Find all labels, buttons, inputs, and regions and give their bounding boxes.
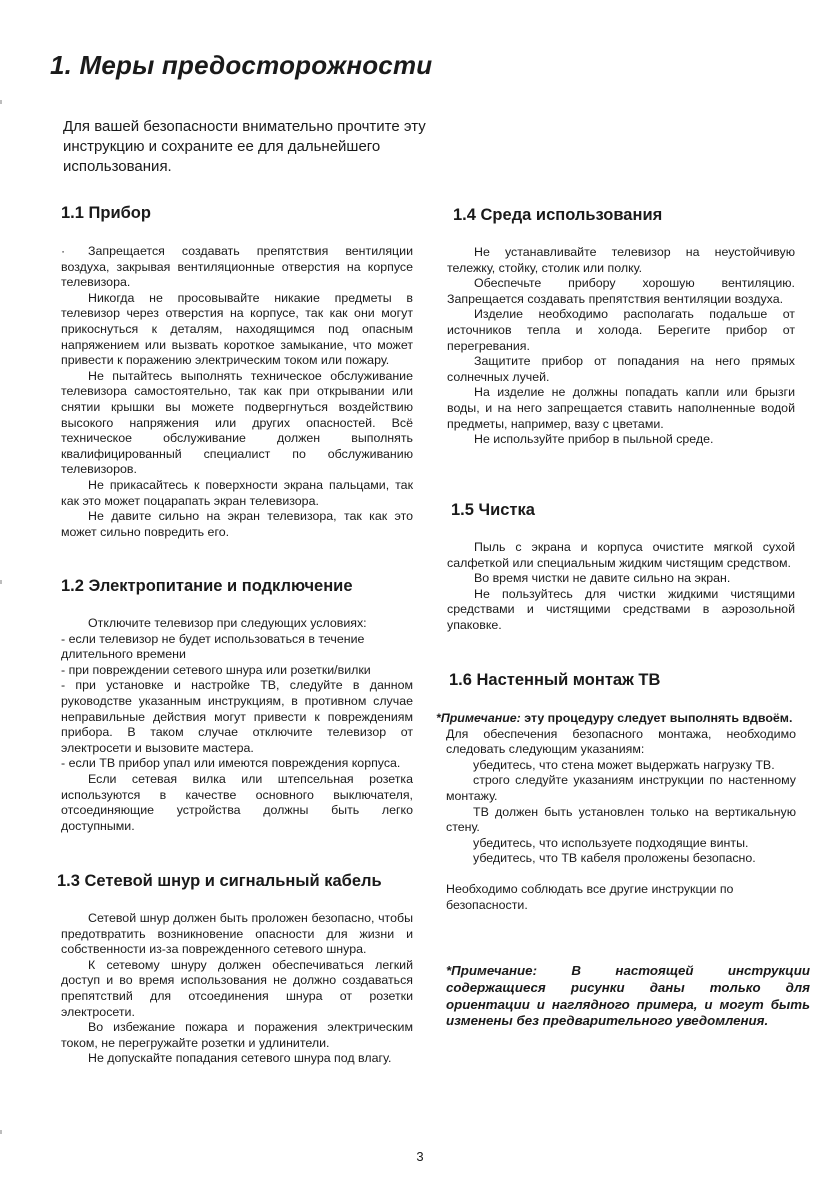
list-item: убедитесь, что используете подходящие винты. bbox=[473, 835, 749, 850]
disclaimer-note bbox=[446, 963, 810, 1030]
intro-paragraph: Для вашей безопасности внимательно прочтите эту инструкцию и сохраните ее для дальнейшего использования. bbox=[63, 118, 426, 175]
paragraph: Обеспечьте прибору хорошую вентиляцию. Запрещается создавать препятствия вентиляции воздуха. bbox=[447, 276, 795, 306]
paragraph: Не устанавливайте телевизор на неустойчивую тележку, стойку, столик или полку. bbox=[447, 245, 795, 275]
page-title: 1. Меры предосторожности bbox=[50, 50, 433, 80]
list-item: - если ТВ прибор упал или имеются повреждения корпуса. bbox=[61, 756, 401, 771]
page-number: 3 bbox=[416, 1149, 424, 1164]
section-heading-1-2: 1.2 Электропитание и подключение bbox=[61, 577, 353, 595]
section-heading-1-3: 1.3 Сетевой шнур и сигнальный кабель bbox=[57, 872, 382, 890]
paragraph: Не прикасайтесь к поверхности экрана пальцами, так как это может поцарапать экран телевизора. bbox=[61, 477, 413, 508]
note-text: эту процедуру следует выполнять вдвоём. bbox=[524, 711, 793, 725]
note-label: *Примечание: bbox=[436, 711, 521, 725]
paragraph: · Запрещается создавать препятствия вентиляции воздуха, закрывая вентиляционные отверстия на корпусе телевизора. bbox=[61, 244, 413, 291]
paragraph: Изделие необходимо располагать подальше от источников тепла и холода. Берегите прибор от перегревания. bbox=[447, 307, 795, 353]
paragraph: К сетевому шнуру должен обеспечиваться легкий доступ и во время использования не должно создаваться препятствий для отсоединения шнура от розетки электросети. bbox=[61, 957, 413, 1019]
list-item: - при установке и настройке ТВ, следуйте в данном руководстве указанным инструкциям, в противном случае неправильные действия могут привести к повреждениям прибора. В таком случае отключите телевизор от электросети и вызовите мастера. bbox=[61, 678, 413, 755]
edge-mark bbox=[0, 580, 2, 584]
wall-mount-note bbox=[436, 711, 796, 727]
note-label: *Примечание: bbox=[446, 963, 538, 978]
paragraph: Сетевой шнур должен быть проложен безопасно, чтобы предотвратить возникновение опасности для жизни и собственности из-за поврежденного сетевого шнура. bbox=[61, 911, 413, 957]
section-body-1-4 bbox=[447, 245, 795, 448]
paragraph: На изделие не должны попадать капли или брызги воды, и на него запрещается ставить наполненные водой предметы, например, вазу с цветами. bbox=[447, 385, 795, 431]
paragraph: Необходимо соблюдать все другие инструкции по безопасности. bbox=[446, 881, 734, 912]
paragraph: Пыль с экрана и корпуса очистите мягкой сухой салфеткой или специальным жидким чистящим средством. bbox=[447, 540, 795, 570]
paragraph: Не используйте прибор в пыльной среде. bbox=[474, 432, 714, 447]
paragraph: Не давите сильно на экран телевизора, так как это может сильно повредить его. bbox=[61, 509, 413, 539]
paragraph: Никогда не просовывайте никакие предметы в телевизор через отверстия на корпусе, так как они могут прикоснуться к деталям, находящимся под опасным напряжением или вызвать короткое замыкание, что может привести к поражению электрическим током или пожару. bbox=[61, 290, 413, 368]
section-body-1-5 bbox=[447, 540, 795, 634]
note-text: В настоящей инструкции содержащиеся рисунки даны только для ориентации и наглядного примера, и могут быть изменены без предварительного уведомления. bbox=[446, 963, 810, 1029]
edge-mark bbox=[0, 100, 2, 104]
paragraph: Если сетевая вилка или штепсельная розетка используются в качестве основного выключателя, отсоединяющие устройства должны быть легко доступными. bbox=[61, 771, 413, 833]
list-item: - если телевизор не будет использоваться в течение длительного времени bbox=[61, 631, 365, 662]
paragraph: Отключите телевизор при следующих условиях: bbox=[88, 616, 367, 630]
section-heading-1-5: 1.5 Чистка bbox=[451, 501, 535, 519]
section-body-1-3 bbox=[61, 911, 413, 1067]
paragraph: Не пытайтесь выполнять техническое обслуживание телевизора самостоятельно, так как при открывании или снятии крышки вы можете подвергнуться воздействию высокого напряжения или других опасностей. Всё техническое обслуживание должен выполнять квалифицированный специалист по обслуживанию телевизоров. bbox=[61, 368, 413, 477]
section-heading-1-1: 1.1 Прибор bbox=[61, 204, 151, 222]
list-item: убедитесь, что стена может выдержать нагрузку ТВ. bbox=[473, 757, 775, 772]
list-item: строго следуйте указаниям инструкции по настенному монтажу. bbox=[446, 773, 796, 803]
wall-mount-body bbox=[436, 727, 796, 914]
section-heading-1-6: 1.6 Настенный монтаж ТВ bbox=[449, 671, 661, 689]
section-body-1-1 bbox=[61, 244, 413, 540]
list-item: убедитесь, что ТВ кабеля проложены безопасно. bbox=[473, 851, 756, 866]
paragraph: Не пользуйтесь для чистки жидкими чистящими средствами и чистящими средствами в аэрозольной упаковке. bbox=[447, 586, 795, 632]
paragraph: Не допускайте попадания сетевого шнура под влагу. bbox=[88, 1051, 392, 1066]
section-heading-1-4: 1.4 Среда использования bbox=[453, 206, 663, 224]
paragraph: Во время чистки не давите сильно на экран. bbox=[474, 571, 731, 586]
paragraph: Для обеспечения безопасного монтажа, необходимо следовать следующим указаниям: bbox=[446, 726, 796, 757]
paragraph: Во избежание пожара и поражения электрическим током, не перегружайте розетки и удлинители. bbox=[61, 1020, 413, 1050]
paragraph: Защитите прибор от попадания на него прямых солнечных лучей. bbox=[447, 354, 795, 384]
edge-mark bbox=[0, 1130, 2, 1134]
list-item: ТВ должен быть установлен только на вертикальную стену. bbox=[446, 804, 796, 835]
section-body-1-6 bbox=[436, 711, 796, 913]
section-body-1-2 bbox=[61, 616, 413, 834]
list-item: - при повреждении сетевого шнура или розетки/вилки bbox=[61, 662, 371, 677]
